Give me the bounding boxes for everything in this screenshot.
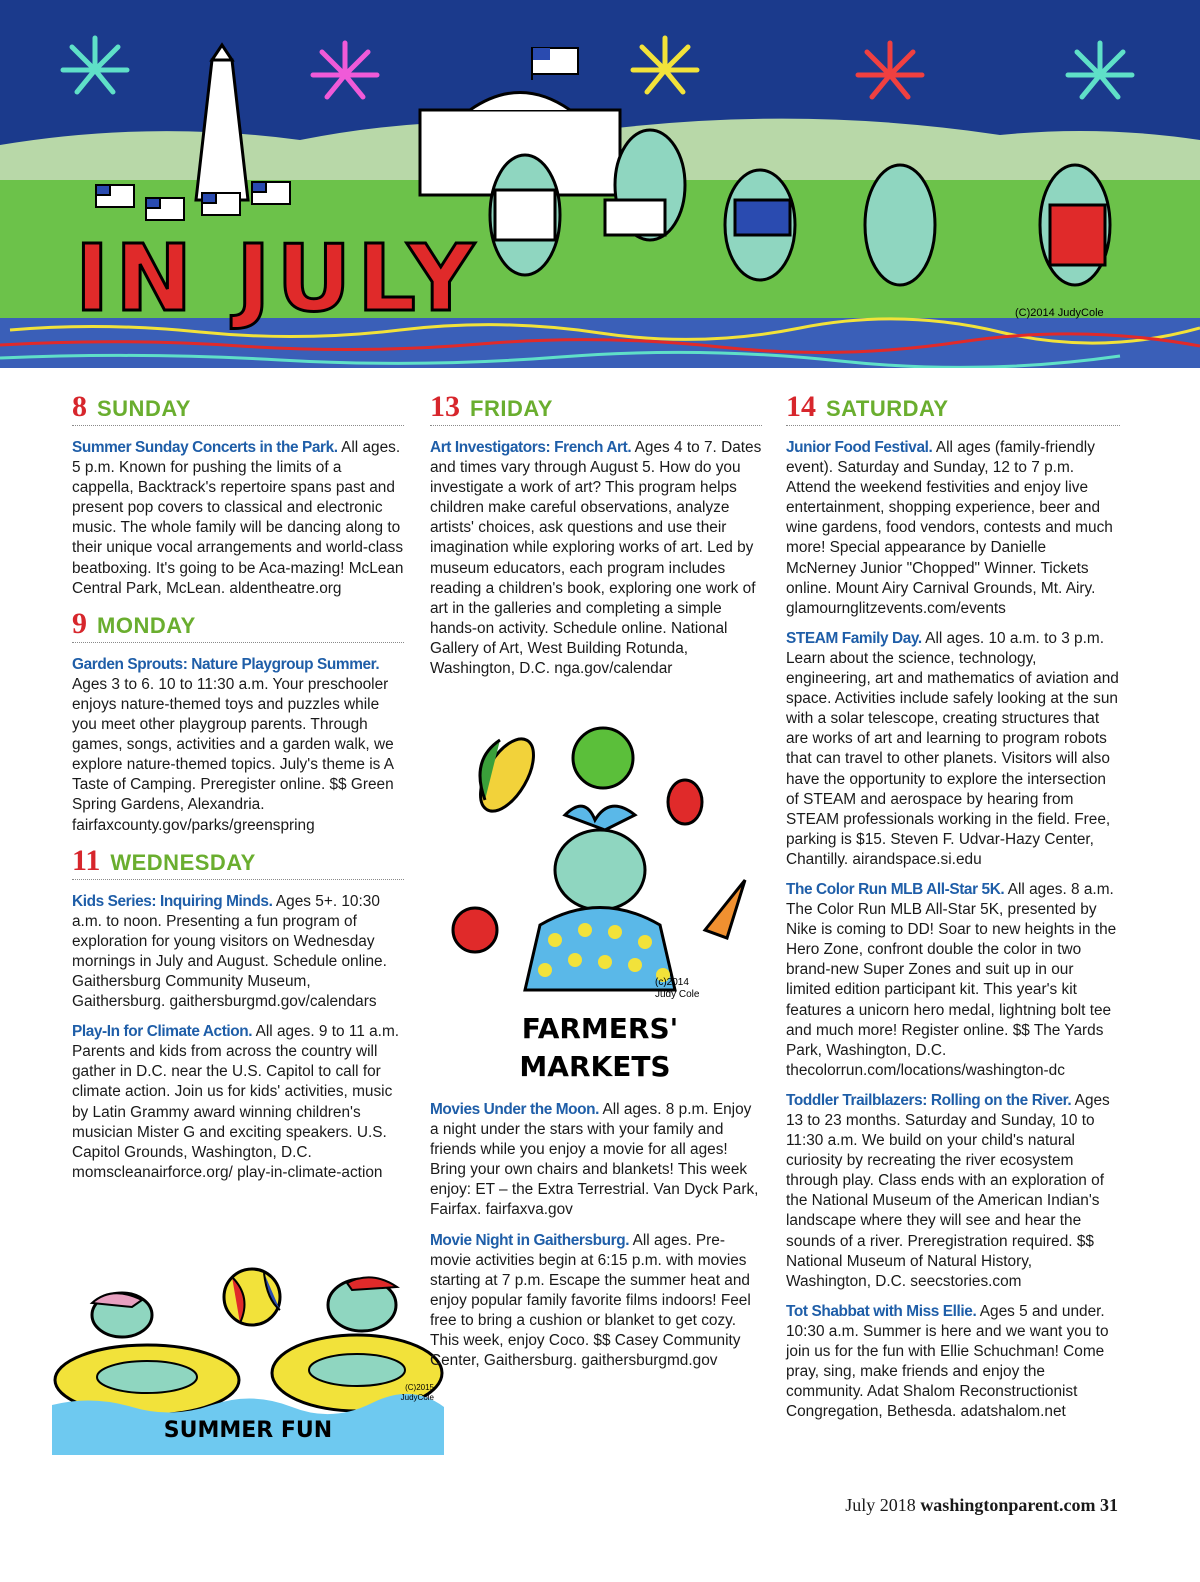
day-section bbox=[430, 392, 762, 679]
day-number: 11 bbox=[72, 843, 101, 877]
farmers-credit-artist: Judy Cole bbox=[655, 989, 700, 1000]
page-footer bbox=[818, 1495, 1118, 1516]
event-listing bbox=[786, 1302, 1120, 1423]
event-details: Ages 5 and under. 10:30 a.m. Summer is here and we want you to join us for the fun with Ellie Schuchman! Come pray, sing, make friends and enjoy the community. Adat Shalom Reconstructionist Congregation, Bethesda. adatshalom.net bbox=[786, 1302, 1109, 1421]
day-section bbox=[72, 606, 404, 836]
column-2-continued bbox=[430, 1100, 762, 1381]
day-header bbox=[786, 392, 1120, 426]
event-listing bbox=[786, 438, 1120, 619]
footer-month: July 2018 bbox=[845, 1495, 921, 1515]
farmers-caption-line1: FARMERS' bbox=[521, 1012, 679, 1045]
event-listing bbox=[430, 438, 762, 679]
event-title: Art Investigators: French Art. bbox=[430, 439, 632, 456]
event-details: All ages. 5 p.m. Known for pushing the limits of a cappella, Backtrack's repertoire spans past and present pop covers to classical and electronic music. The whole family will be dancing along to their unique vocal arrangements and world-class beatboxing. It's going to be Aca-mazing! McLean Central Park, McLean. aldentheatre.org bbox=[72, 439, 404, 597]
event-details: All ages. 10 a.m. to 3 p.m. Learn about the science, technology, engineering, art and mathematics of aviation and space. Activities include safely looking at the sun with a solar telescope, creating structures that are works of art and learning to program robots that can travel to other planets. Visitors will also have the opportunity to explore the intersection of STEAM and aerospace by hearing from STEAM professionals working in the field. Free, parking is $15. Steven F. Udvar-Hazy Center, Chantilly. airandspace.si.edu bbox=[786, 629, 1119, 868]
column-1 bbox=[72, 392, 404, 1193]
event-listing bbox=[786, 629, 1120, 870]
event-listing bbox=[430, 1100, 762, 1221]
day-number: 13 bbox=[430, 390, 460, 423]
event-listing bbox=[786, 1091, 1120, 1292]
event-details: Ages 3 to 6. 10 to 11:30 a.m. Your preschooler enjoys nature-themed toys and puzzles while you meet other playgroup parents. Through games, songs, activities and a garden walk, we explore nature-themed topics. July's theme is A Taste of Camping. Preregister online. $$ Green Spring Gardens, Alexandria. fairfaxcounty.gov/parks/greenspring bbox=[72, 675, 394, 834]
day-name: WEDNESDAY bbox=[110, 849, 256, 875]
banner-heading: IN JULY bbox=[75, 225, 481, 332]
summer-credit-year: (C)2015 bbox=[405, 1383, 434, 1392]
day-header bbox=[72, 606, 404, 643]
event-listing bbox=[72, 655, 404, 836]
day-name: FRIDAY bbox=[470, 396, 553, 421]
day-header bbox=[430, 392, 762, 426]
banner-credit: (C)2014 JudyCole bbox=[1015, 307, 1104, 319]
event-title: The Color Run MLB All-Star 5K. bbox=[786, 880, 1005, 898]
day-name: MONDAY bbox=[97, 612, 196, 638]
event-details: All ages. 9 to 11 a.m. Parents and kids from across the country will gather in D.C. near the U.S. Capitol to call for climate action. Join us for kids' activities, music by Latin Grammy award winning children's musician Mister G and exciting speakers. U.S. Capitol Grounds, Washington, D.C. momscleanairforce.org/ play-in-climate-action bbox=[72, 1023, 400, 1181]
farmers-credit-year: (c)2014 bbox=[655, 977, 689, 988]
day-header bbox=[72, 843, 404, 880]
event-title: Movie Night in Gaithersburg. bbox=[430, 1231, 630, 1249]
event-details: Ages 13 to 23 months. Saturday and Sunday, 10 to 11:30 a.m. We build on your child's natural curiosity by recreating the river ecosystem through play. Class ends with an exploration of the National Museum of the American Indian's landscape where they will see and hear the sounds of a river. Preregistration required. $$ National Museum of Natural History, Washington, D.C. seecstories.com bbox=[786, 1091, 1110, 1290]
day-number: 9 bbox=[72, 606, 87, 640]
footer-site: washingtonparent.com bbox=[920, 1495, 1096, 1515]
column-2 bbox=[430, 392, 762, 689]
event-details: All ages. 8 p.m. Enjoy a night under the stars with your family and friends while you enjoy a movie for all ages! Bring your own chairs and blankets! This week enjoy: ET – the Extra Terrestrial. Van Dyck Park, Fairfax. fairfaxva.gov bbox=[430, 1101, 759, 1219]
day-number: 8 bbox=[72, 390, 87, 423]
banner-illustration bbox=[0, 0, 1200, 368]
event-title: Garden Sprouts: Nature Playgroup Summer. bbox=[72, 655, 380, 673]
event-listing bbox=[72, 438, 404, 599]
day-name: SUNDAY bbox=[97, 396, 191, 421]
day-number: 14 bbox=[786, 390, 816, 423]
event-title: Summer Sunday Concerts in the Park. bbox=[72, 439, 338, 456]
event-details: All ages. Pre-movie activities begin at 6:15 p.m. with movies starting at 7 p.m. Escape the summer heat and enjoy popular family favorite films indoors! Feel free to bring a cushion or blanket to get cozy. This week, enjoy Coco. $$ Casey Community Center, Gaithersburg. gaithersburgmd.gov bbox=[430, 1231, 751, 1370]
day-name: SATURDAY bbox=[826, 396, 949, 421]
summer-fun-caption: SUMMER FUN bbox=[163, 1418, 333, 1443]
day-header bbox=[72, 392, 404, 426]
summer-fun-illustration bbox=[52, 1255, 444, 1455]
event-title: Play-In for Climate Action. bbox=[72, 1023, 253, 1041]
event-listing bbox=[786, 880, 1120, 1081]
column-3 bbox=[786, 392, 1120, 1432]
summer-credit-artist: JudyCole bbox=[400, 1393, 434, 1402]
event-title: Movies Under the Moon. bbox=[430, 1101, 600, 1118]
event-details: All ages (family-friendly event). Saturday and Sunday, 12 to 7 p.m. Attend the weekend festivities and enjoy live entertainment, shopping experience, beer and wine gardens, food vendors, contests and much more! Special appearance by Danielle McNerney Junior "Chopped" Winner. Tickets online. Mount Airy Carnival Grounds, Mt. Airy. glamournglitzevents.com/events bbox=[786, 439, 1113, 617]
event-title: Toddler Trailblazers: Rolling on the River. bbox=[786, 1091, 1072, 1109]
event-title: Junior Food Festival. bbox=[786, 439, 933, 456]
farmers-caption-line2: MARKETS bbox=[519, 1050, 671, 1083]
event-listing bbox=[430, 1231, 762, 1372]
event-title: Kids Series: Inquiring Minds. bbox=[72, 892, 273, 910]
event-details: Ages 4 to 7. Dates and times vary through August 5. How do you investigate a work of art? This program helps children make careful observations, analyze artists' choices, ask questions and use their imagination while exploring works of art. Led by museum educators, each program includes reading a children's book, exploring one work of art in the galleries and completing a simple hands-on activity. Schedule online. National Gallery of Art, West Building Rotunda, Washington, D.C. nga.gov/calendar bbox=[430, 439, 762, 678]
event-title: Tot Shabbat with Miss Ellie. bbox=[786, 1302, 977, 1320]
event-details: Ages 5+. 10:30 a.m. to noon. Presenting a fun program of exploration for young visitors on Wednesday mornings in July and August. Schedule online. Gaithersburg Community Museum, Gaithersburg. gaithersburgmd.gov/calendars bbox=[72, 892, 387, 1011]
event-listing bbox=[72, 1022, 404, 1183]
day-section bbox=[72, 392, 404, 599]
event-title: STEAM Family Day. bbox=[786, 629, 922, 647]
farmers-markets-illustration bbox=[445, 720, 755, 1090]
event-listing bbox=[72, 892, 404, 1013]
page-number: 31 bbox=[1095, 1495, 1118, 1515]
event-details: All ages. 8 a.m. The Color Run MLB All-Star 5K, presented by Nike is coming to DD! Soar to new heights in the Hero Zone, confront double the color in two brand-new Super Zones and suit up in our limited edition participant kit. This year's kit features a unicorn hero medal, lightning bolt tee and much more! Register online. $$ The Yards Park, Washington, D.C. thecolorrun.com/locations/washington-dc bbox=[786, 880, 1117, 1079]
day-section bbox=[72, 843, 404, 1183]
day-section bbox=[786, 392, 1120, 1422]
